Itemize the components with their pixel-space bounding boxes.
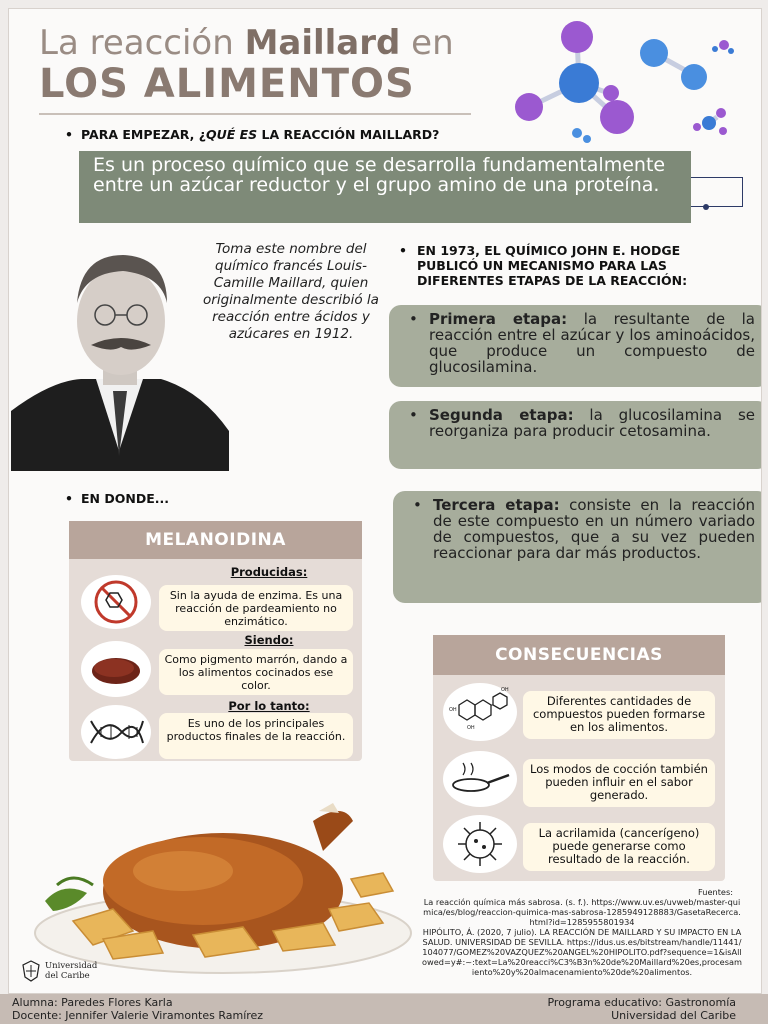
connector-line (691, 177, 743, 207)
footer-program: Programa educativo: Gastronomía (547, 996, 736, 1009)
molecule-icon (499, 15, 749, 145)
por-lo-tanto-text: Es uno de los principales productos finales de la reacción. (159, 713, 353, 759)
en-donde-heading: • EN DONDE... (65, 491, 169, 506)
stage-2: • Segunda etapa: la glucosilamina se reorganiza para producir cetosamina. (389, 401, 762, 469)
svg-text:OH: OH (449, 707, 457, 713)
siendo-label: Siendo: (244, 633, 294, 647)
stage-1: • Primera etapa: la resultante de la reacción entre el azúcar y los aminoácidos, que produce un compuesto de glucosilamina. (389, 305, 762, 387)
poster (8, 8, 762, 994)
maillard-portrait (11, 241, 229, 471)
chemical-structure-icon (443, 683, 517, 741)
footer-university: Universidad del Caribe (611, 1009, 736, 1022)
sources-heading: Fuentes: (698, 887, 733, 897)
consecuencia-3: La acrilamida (cancerígeno) puede generarse como resultado de la reacción. (523, 823, 715, 871)
producidas-label: Producidas: (230, 565, 308, 579)
logo-line-1: Universidad (45, 961, 98, 971)
title-line-2: LOS ALIMENTOS (39, 61, 415, 107)
dna-icon (81, 705, 151, 759)
hodge-heading: • EN 1973, EL QUÍMICO JOHN E. HODGE PUBLICÓ UN MECANISMO PARA LAS DIFERENTES ETAPAS DE LA REACCIÓN: (399, 243, 688, 288)
title-line-1: La reacción Maillard en (39, 23, 454, 63)
intro-question: • PARA EMPEZAR, ¿QUÉ ES LA REACCIÓN MAILLARD? (65, 127, 439, 142)
definition-box: Es un proceso químico que se desarrolla fundamentalmente entre un azúcar reductor y el grupo amino de una proteína. (79, 151, 691, 223)
source-ref-2[interactable]: HIPÓLITO, Á. (2020, 7 julio). LA REACCIÓN DE MAILLARD Y SU IMPACTO EN LA SALUD. UNIVERSIDAD DE SEVILLA. https://idus.us.es/bitstream/handle/11441/104077/GOMEZ%20VAZQUEZ%20ANGEL%20HIPOLITO.pdf?sequence=1&isAllowed=y#:~:text=La%20reacci%C3%B3n%20de%20Maillard%20es,procesamiento%20y%20almacenamiento%20de%20alimentos. (422, 927, 742, 977)
no-structure-icon (81, 575, 151, 629)
svg-text:OH: OH (467, 725, 475, 731)
consecuencia-1: Diferentes cantidades de compuestos pueden formarse en los alimentos. (523, 691, 715, 739)
frying-pan-icon (443, 751, 517, 807)
consecuencia-2: Los modos de cocción también pueden influir en el sabor generado. (523, 759, 715, 807)
footer-student: Alumna: Paredes Flores Karla (12, 996, 173, 1009)
title-divider (39, 113, 471, 115)
por-lo-tanto-label: Por lo tanto: (228, 699, 310, 713)
producidas-text: Sin la ayuda de enzima. Es una reacción de pardeamiento no enzimático. (159, 585, 353, 631)
consecuencias-panel (433, 635, 725, 881)
portrait-caption: Toma este nombre del químico francés Louis-Camille Maillard, quien originalmente describió la reacción entre ácidos y azúcares en 1912. (203, 241, 379, 342)
logo-line-2: del Caribe (45, 971, 90, 981)
source-ref-1[interactable]: La reacción química más sabrosa. (s. f.). https://www.uv.es/uvweb/master-quimica/es/blog/reaccion-quimica-mas-sabrosa-1285949128883/GasetaRecerca.html?id=1285955801934 (423, 897, 741, 927)
sources (421, 887, 743, 977)
roast-chicken-image (33, 781, 423, 981)
footer-teacher: Docente: Jennifer Valerie Viramontes Ramírez (12, 1009, 264, 1022)
consecuencias-title: CONSECUENCIAS (433, 635, 725, 675)
meat-icon (81, 641, 151, 697)
university-logo (21, 959, 101, 987)
university-crest-icon (21, 959, 41, 983)
melanoidina-title: MELANOIDINA (69, 521, 362, 559)
connector-dot (703, 204, 709, 210)
stage-3: • Tercera etapa: consiste en la reacción de este compuesto en un número variado de compuestos, que a su vez pueden reaccionar para dar más productos. (393, 491, 762, 603)
siendo-text: Como pigmento marrón, dando a los alimentos cocinados ese color. (159, 649, 353, 695)
virus-icon (443, 815, 517, 873)
melanoidina-panel (69, 521, 362, 761)
svg-text:OH: OH (501, 687, 509, 693)
footer (0, 994, 768, 1024)
